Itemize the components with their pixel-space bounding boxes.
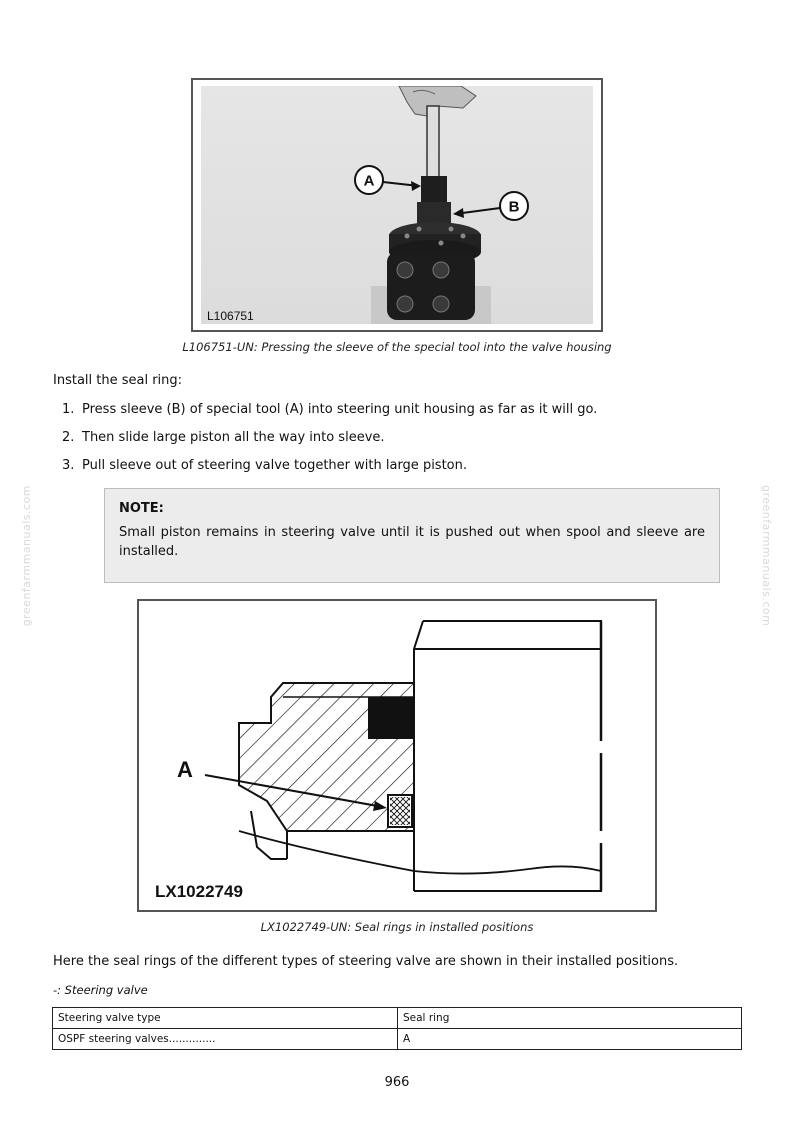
table-header-cell: Steering valve type [53, 1008, 398, 1029]
table-header-row [53, 1008, 742, 1029]
figure2-id-label: LX1022749 [155, 882, 243, 901]
step-1 [62, 402, 597, 417]
steering-unit-photo-illustration [201, 86, 593, 324]
callout-a-label: A [177, 757, 193, 782]
step-text: Then slide large piston all the way into sleeve. [82, 430, 385, 445]
note-body: Small piston remains in steering valve until it is pushed out when spool and sleeve are installed. [119, 525, 705, 559]
figure2-caption: LX1022749-UN: Seal rings in installed positions [260, 920, 534, 934]
note-title: NOTE: [119, 501, 164, 516]
watermark-left: greenfarmmanuals.com [20, 485, 33, 627]
figure-photo-l106751 [191, 78, 603, 332]
seal-ring-section-drawing [139, 601, 655, 910]
callout-a-label: A [363, 172, 375, 190]
step-text: Pull sleeve out of steering valve together with large piston. [82, 458, 467, 473]
table-row [53, 1029, 742, 1050]
table-header-cell: Seal ring [398, 1008, 742, 1029]
callout-b-label: B [508, 198, 520, 216]
figure1-id-label: L106751 [207, 309, 254, 323]
photo-area [201, 86, 593, 324]
watermark-right: greenfarmmanuals.com [760, 485, 773, 627]
table-cell: OSPF steering valves.............. [53, 1029, 398, 1050]
table-title: -: Steering valve [53, 983, 148, 997]
table-cell: A [398, 1029, 742, 1050]
intro-text: Install the seal ring: [53, 373, 183, 388]
step-number: 3. [62, 458, 75, 473]
note-box [104, 488, 720, 583]
steering-valve-table [52, 1007, 742, 1050]
summary-text: Here the seal rings of the different types of steering valve are shown in their installed positions. [53, 954, 679, 969]
figure1-caption: L106751-UN: Pressing the sleeve of the special tool into the valve housing [182, 340, 612, 354]
step-3 [62, 458, 467, 473]
figure-drawing-lx1022749 [137, 599, 657, 912]
step-number: 1. [62, 402, 75, 417]
step-2 [62, 430, 385, 445]
step-number: 2. [62, 430, 75, 445]
step-text: Press sleeve (B) of special tool (A) into steering unit housing as far as it will go. [82, 402, 598, 417]
page-number: 966 [384, 1075, 410, 1090]
